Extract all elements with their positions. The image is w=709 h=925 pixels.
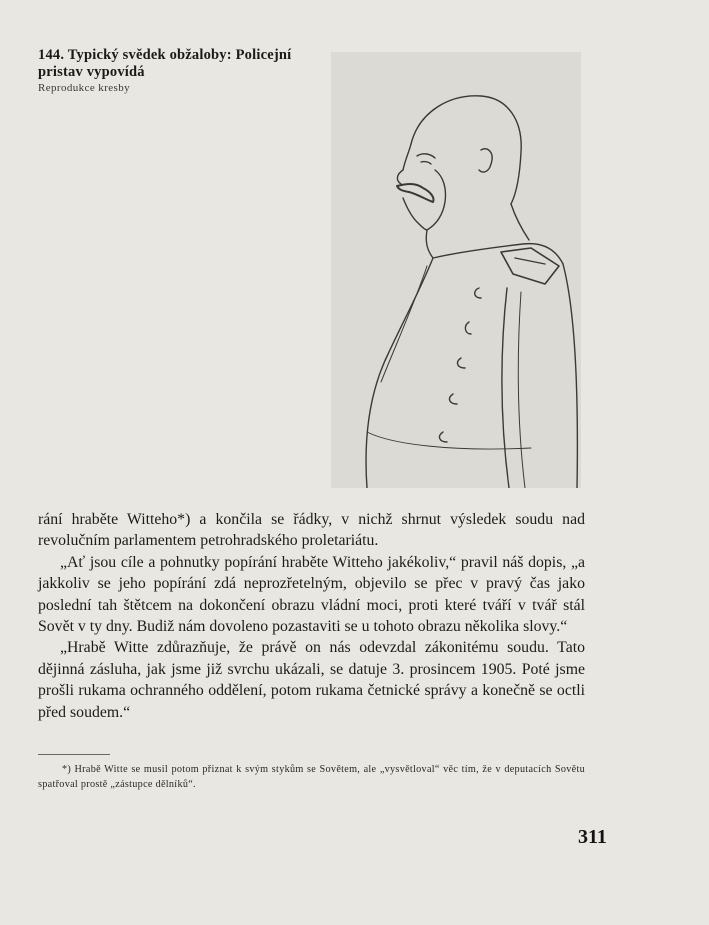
figure-caption xyxy=(38,47,338,95)
neck-back-line xyxy=(511,204,529,240)
button-4 xyxy=(450,394,457,404)
epaulette-line xyxy=(501,248,559,284)
collar-line xyxy=(433,244,563,264)
ear-line xyxy=(479,149,492,172)
forehead-line xyxy=(403,144,411,170)
head-outline xyxy=(411,96,521,204)
arm-line-2 xyxy=(518,292,525,488)
eye-line xyxy=(417,154,435,158)
epaulette-detail-line xyxy=(515,258,545,264)
neck-front-line xyxy=(426,230,433,258)
paragraph: rání hraběte Witteho*) a končila se řádky, v nichž shrnut výsledek soudu nad revolučním parlamentem petrohradského proletariátu. xyxy=(38,511,585,550)
paragraph: „Ať jsou cíle a pohnutky popírání hraběte Witteho jakékoliv,“ pravil náš dopis, „a jakkoliv se jeho popírání zdá neprozřetelným, objevilo se přec v pravý čas jako poslední tah štětcem na dokončení obrazu vládní moci, proti které tváří v tvář stál Sovět v ty dny. Budiž nám dovoleno pozastaviti se u tohoto obrazu několika slovy.“ xyxy=(38,553,585,636)
paragraph: „Hrabě Witte zdůrazňuje, že právě on nás odevzdal zákonitému soudu. Tato dějinná zásluha, jak jsme již svrchu ukázali, se datuje 3. prosincem 1905. Poté jsme prošli rukama ochranného oddělení, potom rukama četnické správy a konečně se octli před soudem.“ xyxy=(38,639,585,721)
policejni-pristav-drawing xyxy=(331,52,581,488)
button-2 xyxy=(465,322,471,334)
coat-front-line xyxy=(366,258,433,488)
nose-line xyxy=(397,170,403,184)
button-3 xyxy=(458,358,465,368)
back-line xyxy=(563,264,577,488)
eye-lid-line xyxy=(421,162,431,164)
arm-line xyxy=(502,288,509,488)
button-1 xyxy=(475,288,481,298)
footnote-rule xyxy=(38,754,110,755)
mustache-line xyxy=(397,184,434,202)
chin-line xyxy=(403,198,427,230)
body-text xyxy=(38,509,585,723)
coat-front-line-2 xyxy=(381,266,427,382)
caption-subtitle: Reprodukce kresby xyxy=(38,82,131,94)
page-number: 311 xyxy=(578,826,607,848)
footnote: *) Hrabě Witte se musil potom přiznat k svým stykům se Sovětem, ale „vysvětloval“ věc tím, že v deputacích Sovětu spatřoval prostě „zástupce dělníků“. xyxy=(38,764,585,790)
sketch-svg xyxy=(331,52,581,488)
button-5 xyxy=(440,432,447,442)
caption-title: 144. Typický svědek obžaloby: Policejní pristav vypovídá xyxy=(38,47,292,80)
coat-hem-line xyxy=(367,432,531,449)
